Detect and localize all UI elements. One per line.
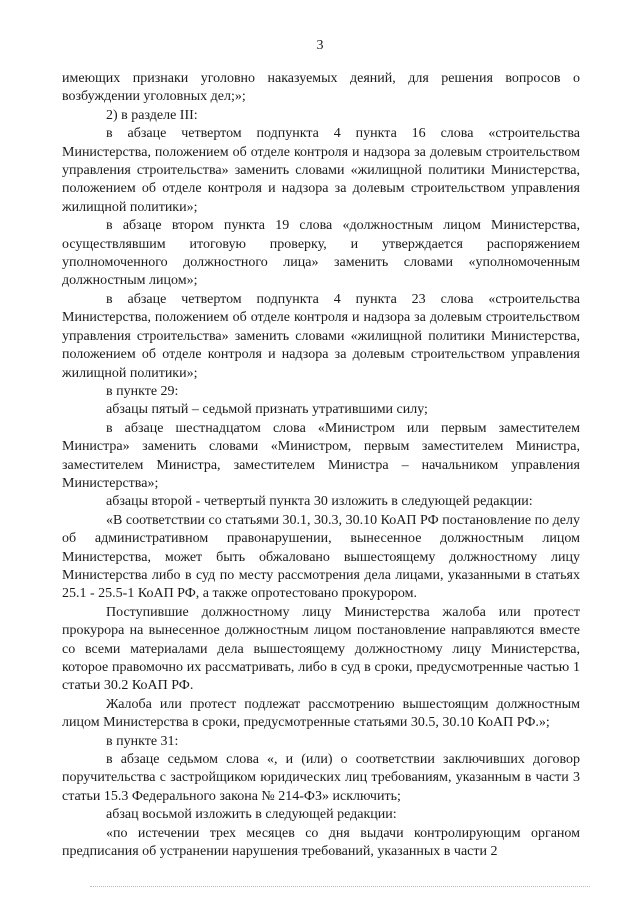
paragraph: имеющих признаки уголовно наказуемых деяний, для решения вопросов о возбуждении уголовных дел;»; (62, 71, 580, 105)
paragraph: в абзаце втором пункта 19 слова «должностным лицом Министерства, осуществлявшим итоговую проверку, и утверждается распоряжением уполномоченного должностного лица» заменить словами «уполномоченным должностным лицом»; (62, 218, 580, 289)
paragraph: Поступившие должностному лицу Министерства жалоба или протест прокурора на вынесенное должностным лицом постановление направляются вместе со всеми материалами дела вышестоящему должностному лицу Министерства, которое правомочно их рассматривать, либо в суд в сроки, предусмотренные частью 1 статьи 30.2 КоАП РФ. (62, 604, 580, 694)
paragraph: «по истечении трех месяцев со дня выдачи контролирующим органом предписания об устранении нарушения требований, указанных в части 2 (62, 825, 580, 860)
paragraph: абзацы пятый – седьмой признать утратившими силу; (106, 402, 428, 418)
paragraph: абзацы второй - четвертый пункта 30 изложить в следующей редакции: (106, 494, 533, 510)
scan-noise-mark (268, 848, 348, 858)
paragraph: в пункте 29: (106, 383, 179, 399)
page-number: 3 (316, 38, 324, 53)
paragraph: «В соответствии со статьями 30.1, 30.3, 30.10 КоАП РФ постановление по делу об административном правонарушении, вынесенное должностным лицом Министерства, может быть обжаловано вышестоящему должностному лицу Министерства либо в суд по месту рассмотрения дела лицами, указанными в статьях 25.1 - 25.5-1 КоАП РФ, а также опротестовано прокурором. (62, 512, 580, 602)
paragraph: в абзаце шестнадцатом слова «Министром или первым заместителем Министра» заменить словами «Министром, первым заместителем Министра, заместителем Министра, заместителем Министра – начальником управления Министерства»; (62, 420, 580, 491)
document-body (62, 70, 580, 861)
paragraph: Жалоба или протест подлежат рассмотрению вышестоящим должностным лицом Министерства в сроки, предусмотренные статьями 30.5, 30.10 КоАП РФ.»; (62, 696, 580, 731)
paragraph: в абзаце седьмом слова «, и (или) о соответствии заключивших договор поручительства с застройщиком юридических лиц требованиям, указанным в части 3 статьи 15.3 Федерального закона № 214-ФЗ» исключить; (62, 752, 580, 804)
paragraph: в абзаце четвертом подпункта 4 пункта 16 слова «строительства Министерства, положением об отделе контроля и надзора за долевым строительством управления строительства» заменить словами «жилищной политики Министерства, положением об отделе контроля и надзора за долевым строительством управления жилищной политики»; (62, 126, 580, 215)
paragraph: 2) в разделе III: (106, 107, 198, 123)
scan-bottom-edge (90, 886, 590, 888)
paragraph: в абзаце четвертом подпункта 4 пункта 23 слова «строительства Министерства, положением об отделе контроля и надзора за долевым строительством управления строительства» заменить словами «жилищной политики Министерства, положением об отделе контроля и надзора за долевым строительством управления жилищной политики»; (62, 291, 580, 381)
paragraph: в пункте 31: (106, 733, 179, 749)
paragraph: абзац восьмой изложить в следующей редакции: (106, 807, 397, 823)
